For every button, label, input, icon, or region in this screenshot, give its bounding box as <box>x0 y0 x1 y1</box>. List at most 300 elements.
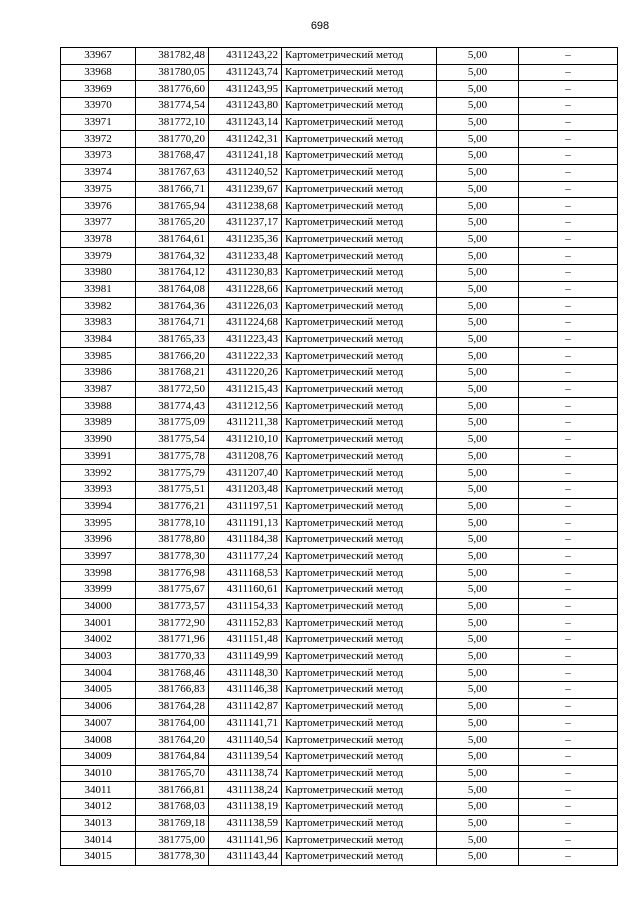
accuracy-cell: 5,00 <box>437 481 519 498</box>
y-coordinate-cell: 4311151,48 <box>209 632 282 649</box>
y-coordinate-cell: 4311222,33 <box>209 348 282 365</box>
accuracy-cell: 5,00 <box>437 798 519 815</box>
y-coordinate-cell: 4311142,87 <box>209 698 282 715</box>
point-number-cell: 33995 <box>61 515 136 532</box>
y-coordinate-cell: 4311143,44 <box>209 849 282 866</box>
table-row <box>61 248 618 265</box>
x-coordinate-cell: 381778,80 <box>136 531 209 548</box>
x-coordinate-cell: 381770,33 <box>136 648 209 665</box>
method-cell: Картометрический метод <box>282 531 437 548</box>
description-cell: – <box>519 348 618 365</box>
method-cell: Картометрический метод <box>282 164 437 181</box>
point-number-cell: 34014 <box>61 832 136 849</box>
description-cell: – <box>519 181 618 198</box>
x-coordinate-cell: 381766,20 <box>136 348 209 365</box>
method-cell: Картометрический метод <box>282 465 437 482</box>
method-cell: Картометрический метод <box>282 64 437 81</box>
description-cell: – <box>519 465 618 482</box>
point-number-cell: 33991 <box>61 448 136 465</box>
description-cell: – <box>519 715 618 732</box>
table-row <box>61 582 618 599</box>
accuracy-cell: 5,00 <box>437 548 519 565</box>
accuracy-cell: 5,00 <box>437 48 519 65</box>
y-coordinate-cell: 4311203,48 <box>209 481 282 498</box>
description-cell: – <box>519 832 618 849</box>
table-row <box>61 148 618 165</box>
point-number-cell: 34007 <box>61 715 136 732</box>
point-number-cell: 33981 <box>61 281 136 298</box>
y-coordinate-cell: 4311138,19 <box>209 798 282 815</box>
y-coordinate-cell: 4311184,38 <box>209 531 282 548</box>
point-number-cell: 33983 <box>61 315 136 332</box>
accuracy-cell: 5,00 <box>437 782 519 799</box>
description-cell: – <box>519 648 618 665</box>
method-cell: Картометрический метод <box>282 782 437 799</box>
description-cell: – <box>519 398 618 415</box>
y-coordinate-cell: 4311210,10 <box>209 431 282 448</box>
accuracy-cell: 5,00 <box>437 515 519 532</box>
x-coordinate-cell: 381771,96 <box>136 632 209 649</box>
y-coordinate-cell: 4311228,66 <box>209 281 282 298</box>
y-coordinate-cell: 4311239,67 <box>209 181 282 198</box>
y-coordinate-cell: 4311138,24 <box>209 782 282 799</box>
table-row <box>61 648 618 665</box>
y-coordinate-cell: 4311148,30 <box>209 665 282 682</box>
accuracy-cell: 5,00 <box>437 148 519 165</box>
description-cell: – <box>519 582 618 599</box>
table-row <box>61 48 618 65</box>
x-coordinate-cell: 381768,46 <box>136 665 209 682</box>
table-row <box>61 498 618 515</box>
x-coordinate-cell: 381780,05 <box>136 64 209 81</box>
table-row <box>61 832 618 849</box>
table-row <box>61 64 618 81</box>
point-number-cell: 34006 <box>61 698 136 715</box>
y-coordinate-cell: 4311207,40 <box>209 465 282 482</box>
x-coordinate-cell: 381772,50 <box>136 381 209 398</box>
accuracy-cell: 5,00 <box>437 598 519 615</box>
x-coordinate-cell: 381776,60 <box>136 81 209 98</box>
description-cell: – <box>519 164 618 181</box>
y-coordinate-cell: 4311141,71 <box>209 715 282 732</box>
method-cell: Картометрический метод <box>282 181 437 198</box>
x-coordinate-cell: 381764,71 <box>136 315 209 332</box>
accuracy-cell: 5,00 <box>437 748 519 765</box>
method-cell: Картометрический метод <box>282 732 437 749</box>
x-coordinate-cell: 381765,94 <box>136 198 209 215</box>
accuracy-cell: 5,00 <box>437 164 519 181</box>
y-coordinate-cell: 4311160,61 <box>209 582 282 599</box>
table-row <box>61 465 618 482</box>
accuracy-cell: 5,00 <box>437 315 519 332</box>
table-row <box>61 365 618 382</box>
description-cell: – <box>519 98 618 115</box>
method-cell: Картометрический метод <box>282 548 437 565</box>
y-coordinate-cell: 4311237,17 <box>209 214 282 231</box>
y-coordinate-cell: 4311241,18 <box>209 148 282 165</box>
method-cell: Картометрический метод <box>282 632 437 649</box>
y-coordinate-cell: 4311223,43 <box>209 331 282 348</box>
point-number-cell: 33977 <box>61 214 136 231</box>
point-number-cell: 33972 <box>61 131 136 148</box>
description-cell: – <box>519 565 618 582</box>
point-number-cell: 34013 <box>61 815 136 832</box>
accuracy-cell: 5,00 <box>437 415 519 432</box>
y-coordinate-cell: 4311138,74 <box>209 765 282 782</box>
y-coordinate-cell: 4311208,76 <box>209 448 282 465</box>
x-coordinate-cell: 381778,30 <box>136 849 209 866</box>
x-coordinate-cell: 381764,84 <box>136 748 209 765</box>
page-number: 698 <box>310 20 330 32</box>
table-row <box>61 281 618 298</box>
description-cell: – <box>519 381 618 398</box>
description-cell: – <box>519 798 618 815</box>
method-cell: Картометрический метод <box>282 114 437 131</box>
coordinates-table-body <box>61 48 618 866</box>
y-coordinate-cell: 4311242,31 <box>209 131 282 148</box>
table-row <box>61 198 618 215</box>
table-row <box>61 98 618 115</box>
method-cell: Картометрический метод <box>282 582 437 599</box>
x-coordinate-cell: 381772,10 <box>136 114 209 131</box>
accuracy-cell: 5,00 <box>437 114 519 131</box>
accuracy-cell: 5,00 <box>437 64 519 81</box>
point-number-cell: 34009 <box>61 748 136 765</box>
description-cell: – <box>519 64 618 81</box>
x-coordinate-cell: 381774,43 <box>136 398 209 415</box>
method-cell: Картометрический метод <box>282 381 437 398</box>
table-row <box>61 732 618 749</box>
description-cell: – <box>519 481 618 498</box>
table-row <box>61 381 618 398</box>
description-cell: – <box>519 632 618 649</box>
coordinates-table <box>60 47 618 866</box>
point-number-cell: 33992 <box>61 465 136 482</box>
point-number-cell: 33985 <box>61 348 136 365</box>
method-cell: Картометрический метод <box>282 348 437 365</box>
method-cell: Картометрический метод <box>282 315 437 332</box>
y-coordinate-cell: 4311177,24 <box>209 548 282 565</box>
accuracy-cell: 5,00 <box>437 81 519 98</box>
point-number-cell: 34001 <box>61 615 136 632</box>
description-cell: – <box>519 81 618 98</box>
table-row <box>61 598 618 615</box>
accuracy-cell: 5,00 <box>437 682 519 699</box>
x-coordinate-cell: 381776,21 <box>136 498 209 515</box>
table-row <box>61 548 618 565</box>
accuracy-cell: 5,00 <box>437 131 519 148</box>
x-coordinate-cell: 381773,57 <box>136 598 209 615</box>
y-coordinate-cell: 4311243,22 <box>209 48 282 65</box>
point-number-cell: 33998 <box>61 565 136 582</box>
accuracy-cell: 5,00 <box>437 665 519 682</box>
y-coordinate-cell: 4311226,03 <box>209 298 282 315</box>
table-row <box>61 515 618 532</box>
table-row <box>61 615 618 632</box>
y-coordinate-cell: 4311243,95 <box>209 81 282 98</box>
method-cell: Картометрический метод <box>282 798 437 815</box>
method-cell: Картометрический метод <box>282 598 437 615</box>
table-row <box>61 348 618 365</box>
x-coordinate-cell: 381774,54 <box>136 98 209 115</box>
x-coordinate-cell: 381766,83 <box>136 682 209 699</box>
point-number-cell: 33986 <box>61 365 136 382</box>
x-coordinate-cell: 381766,81 <box>136 782 209 799</box>
x-coordinate-cell: 381765,70 <box>136 765 209 782</box>
x-coordinate-cell: 381775,09 <box>136 415 209 432</box>
method-cell: Картометрический метод <box>282 231 437 248</box>
method-cell: Картометрический метод <box>282 682 437 699</box>
y-coordinate-cell: 4311146,38 <box>209 682 282 699</box>
accuracy-cell: 5,00 <box>437 264 519 281</box>
y-coordinate-cell: 4311243,14 <box>209 114 282 131</box>
accuracy-cell: 5,00 <box>437 98 519 115</box>
method-cell: Картометрический метод <box>282 331 437 348</box>
table-row <box>61 682 618 699</box>
method-cell: Картометрический метод <box>282 98 437 115</box>
description-cell: – <box>519 665 618 682</box>
x-coordinate-cell: 381769,18 <box>136 815 209 832</box>
description-cell: – <box>519 815 618 832</box>
x-coordinate-cell: 381764,61 <box>136 231 209 248</box>
description-cell: – <box>519 598 618 615</box>
point-number-cell: 33979 <box>61 248 136 265</box>
y-coordinate-cell: 4311140,54 <box>209 732 282 749</box>
description-cell: – <box>519 682 618 699</box>
x-coordinate-cell: 381775,00 <box>136 832 209 849</box>
description-cell: – <box>519 114 618 131</box>
method-cell: Картометрический метод <box>282 365 437 382</box>
method-cell: Картометрический метод <box>282 698 437 715</box>
y-coordinate-cell: 4311235,36 <box>209 231 282 248</box>
point-number-cell: 33970 <box>61 98 136 115</box>
accuracy-cell: 5,00 <box>437 531 519 548</box>
point-number-cell: 33996 <box>61 531 136 548</box>
point-number-cell: 34008 <box>61 732 136 749</box>
table-row <box>61 231 618 248</box>
point-number-cell: 34005 <box>61 682 136 699</box>
accuracy-cell: 5,00 <box>437 431 519 448</box>
point-number-cell: 33997 <box>61 548 136 565</box>
y-coordinate-cell: 4311141,96 <box>209 832 282 849</box>
accuracy-cell: 5,00 <box>437 348 519 365</box>
point-number-cell: 33987 <box>61 381 136 398</box>
x-coordinate-cell: 381764,36 <box>136 298 209 315</box>
x-coordinate-cell: 381766,71 <box>136 181 209 198</box>
point-number-cell: 34004 <box>61 665 136 682</box>
method-cell: Картометрический метод <box>282 715 437 732</box>
y-coordinate-cell: 4311197,51 <box>209 498 282 515</box>
description-cell: – <box>519 448 618 465</box>
accuracy-cell: 5,00 <box>437 498 519 515</box>
accuracy-cell: 5,00 <box>437 365 519 382</box>
point-number-cell: 33978 <box>61 231 136 248</box>
table-row <box>61 131 618 148</box>
method-cell: Картометрический метод <box>282 264 437 281</box>
point-number-cell: 33989 <box>61 415 136 432</box>
point-number-cell: 33990 <box>61 431 136 448</box>
point-number-cell: 33975 <box>61 181 136 198</box>
y-coordinate-cell: 4311154,33 <box>209 598 282 615</box>
method-cell: Картометрический метод <box>282 498 437 515</box>
x-coordinate-cell: 381764,28 <box>136 698 209 715</box>
table-row <box>61 565 618 582</box>
y-coordinate-cell: 4311211,38 <box>209 415 282 432</box>
table-row <box>61 481 618 498</box>
x-coordinate-cell: 381768,47 <box>136 148 209 165</box>
table-row <box>61 298 618 315</box>
x-coordinate-cell: 381767,63 <box>136 164 209 181</box>
table-row <box>61 164 618 181</box>
accuracy-cell: 5,00 <box>437 181 519 198</box>
method-cell: Картометрический метод <box>282 415 437 432</box>
y-coordinate-cell: 4311233,48 <box>209 248 282 265</box>
description-cell: – <box>519 281 618 298</box>
y-coordinate-cell: 4311230,83 <box>209 264 282 281</box>
table-row <box>61 181 618 198</box>
table-row <box>61 849 618 866</box>
y-coordinate-cell: 4311224,68 <box>209 315 282 332</box>
accuracy-cell: 5,00 <box>437 231 519 248</box>
table-row <box>61 715 618 732</box>
method-cell: Картометрический метод <box>282 398 437 415</box>
point-number-cell: 33984 <box>61 331 136 348</box>
x-coordinate-cell: 381778,10 <box>136 515 209 532</box>
table-row <box>61 331 618 348</box>
y-coordinate-cell: 4311139,54 <box>209 748 282 765</box>
description-cell: – <box>519 131 618 148</box>
table-row <box>61 448 618 465</box>
description-cell: – <box>519 431 618 448</box>
y-coordinate-cell: 4311212,56 <box>209 398 282 415</box>
method-cell: Картометрический метод <box>282 281 437 298</box>
accuracy-cell: 5,00 <box>437 632 519 649</box>
accuracy-cell: 5,00 <box>437 615 519 632</box>
accuracy-cell: 5,00 <box>437 398 519 415</box>
accuracy-cell: 5,00 <box>437 448 519 465</box>
description-cell: – <box>519 264 618 281</box>
method-cell: Картометрический метод <box>282 565 437 582</box>
y-coordinate-cell: 4311238,68 <box>209 198 282 215</box>
method-cell: Картометрический метод <box>282 748 437 765</box>
x-coordinate-cell: 381765,20 <box>136 214 209 231</box>
y-coordinate-cell: 4311168,53 <box>209 565 282 582</box>
accuracy-cell: 5,00 <box>437 698 519 715</box>
x-coordinate-cell: 381764,08 <box>136 281 209 298</box>
method-cell: Картометрический метод <box>282 214 437 231</box>
point-number-cell: 33982 <box>61 298 136 315</box>
x-coordinate-cell: 381775,78 <box>136 448 209 465</box>
point-number-cell: 34011 <box>61 782 136 799</box>
point-number-cell: 33980 <box>61 264 136 281</box>
method-cell: Картометрический метод <box>282 615 437 632</box>
table-row <box>61 748 618 765</box>
accuracy-cell: 5,00 <box>437 765 519 782</box>
y-coordinate-cell: 4311243,74 <box>209 64 282 81</box>
x-coordinate-cell: 381764,20 <box>136 732 209 749</box>
description-cell: – <box>519 48 618 65</box>
x-coordinate-cell: 381775,79 <box>136 465 209 482</box>
table-row <box>61 632 618 649</box>
table-row <box>61 531 618 548</box>
y-coordinate-cell: 4311152,83 <box>209 615 282 632</box>
description-cell: – <box>519 415 618 432</box>
method-cell: Картометрический метод <box>282 298 437 315</box>
accuracy-cell: 5,00 <box>437 214 519 231</box>
table-row <box>61 798 618 815</box>
table-row <box>61 815 618 832</box>
x-coordinate-cell: 381768,03 <box>136 798 209 815</box>
point-number-cell: 34015 <box>61 849 136 866</box>
point-number-cell: 33973 <box>61 148 136 165</box>
description-cell: – <box>519 748 618 765</box>
accuracy-cell: 5,00 <box>437 331 519 348</box>
method-cell: Картометрический метод <box>282 665 437 682</box>
table-row <box>61 81 618 98</box>
table-row <box>61 415 618 432</box>
x-coordinate-cell: 381782,48 <box>136 48 209 65</box>
description-cell: – <box>519 698 618 715</box>
description-cell: – <box>519 148 618 165</box>
method-cell: Картометрический метод <box>282 131 437 148</box>
description-cell: – <box>519 198 618 215</box>
accuracy-cell: 5,00 <box>437 281 519 298</box>
accuracy-cell: 5,00 <box>437 648 519 665</box>
x-coordinate-cell: 381775,51 <box>136 481 209 498</box>
point-number-cell: 33974 <box>61 164 136 181</box>
method-cell: Картометрический метод <box>282 448 437 465</box>
y-coordinate-cell: 4311215,43 <box>209 381 282 398</box>
method-cell: Картометрический метод <box>282 81 437 98</box>
point-number-cell: 33968 <box>61 64 136 81</box>
x-coordinate-cell: 381764,12 <box>136 264 209 281</box>
accuracy-cell: 5,00 <box>437 815 519 832</box>
description-cell: – <box>519 214 618 231</box>
accuracy-cell: 5,00 <box>437 248 519 265</box>
description-cell: – <box>519 765 618 782</box>
description-cell: – <box>519 515 618 532</box>
description-cell: – <box>519 531 618 548</box>
method-cell: Картометрический метод <box>282 849 437 866</box>
point-number-cell: 34012 <box>61 798 136 815</box>
method-cell: Картометрический метод <box>282 481 437 498</box>
x-coordinate-cell: 381775,54 <box>136 431 209 448</box>
method-cell: Картометрический метод <box>282 765 437 782</box>
point-number-cell: 33999 <box>61 582 136 599</box>
method-cell: Картометрический метод <box>282 431 437 448</box>
description-cell: – <box>519 315 618 332</box>
table-row <box>61 431 618 448</box>
point-number-cell: 33967 <box>61 48 136 65</box>
y-coordinate-cell: 4311243,80 <box>209 98 282 115</box>
description-cell: – <box>519 365 618 382</box>
x-coordinate-cell: 381768,21 <box>136 365 209 382</box>
accuracy-cell: 5,00 <box>437 832 519 849</box>
accuracy-cell: 5,00 <box>437 849 519 866</box>
point-number-cell: 34002 <box>61 632 136 649</box>
method-cell: Картометрический метод <box>282 648 437 665</box>
method-cell: Картометрический метод <box>282 815 437 832</box>
description-cell: – <box>519 782 618 799</box>
y-coordinate-cell: 4311149,99 <box>209 648 282 665</box>
y-coordinate-cell: 4311220,26 <box>209 365 282 382</box>
x-coordinate-cell: 381764,32 <box>136 248 209 265</box>
x-coordinate-cell: 381776,98 <box>136 565 209 582</box>
point-number-cell: 33988 <box>61 398 136 415</box>
description-cell: – <box>519 248 618 265</box>
x-coordinate-cell: 381778,30 <box>136 548 209 565</box>
description-cell: – <box>519 498 618 515</box>
